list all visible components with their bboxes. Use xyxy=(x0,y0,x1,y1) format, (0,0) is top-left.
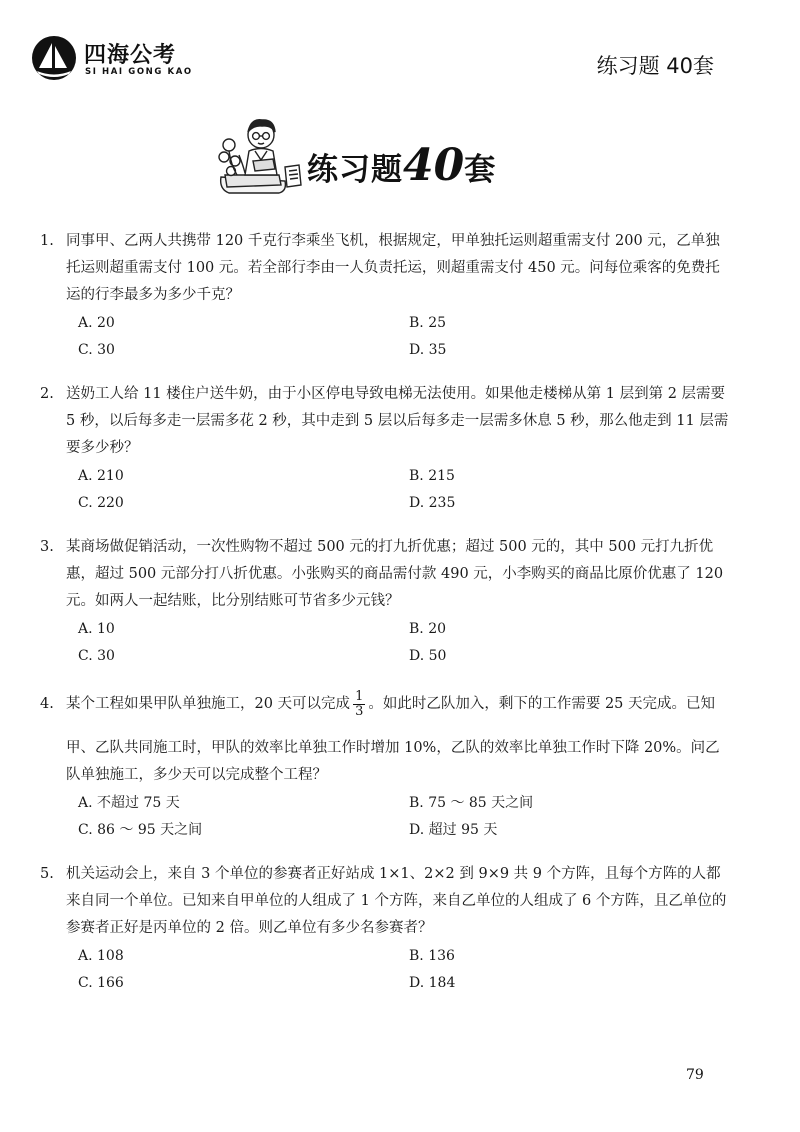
question-5 xyxy=(40,861,730,997)
option-a: A. 20 xyxy=(78,315,115,331)
sailboat-logo-icon xyxy=(30,34,78,82)
option-b: B. 75 ～ 85 天之间 xyxy=(409,795,534,811)
question-text: 送奶工人给 11 楼住户送牛奶，由于小区停电导致电梯无法使用。如果他走楼梯从第 1 层到第 2 层需要 5 秒，以后每多走一层需多花 2 秒，其中走到 5 层以后每多走一层需多休息 5 秒，那么他走到 11 层需要多少秒？ xyxy=(66,386,729,456)
question-number: 3. xyxy=(40,539,54,555)
question-text-continued: 。如此时乙队加入，剩下的工作需要 25 天完成。已知 xyxy=(368,696,716,712)
option-b: B. 136 xyxy=(409,948,455,964)
option-b: B. 25 xyxy=(409,315,447,331)
brand-logo xyxy=(30,34,210,84)
question-text-second-part: 甲、乙队共同施工时，甲队的效率比单独工作时增加 10%，乙队的效率比单独工作时下降 20%。问乙队单独施工，多少天可以完成整个工程？ xyxy=(66,740,720,783)
title-number: 40 xyxy=(403,140,465,191)
option-d: D. 235 xyxy=(409,495,456,511)
question-text: 机关运动会上，来自 3 个单位的参赛者正好站成 1×1、2×2 到 9×9 共 9 个方阵，且每个方阵的人都来自同一个单位。已知来自甲单位的人组成了 1 个方阵，来自乙单位的人组成了 6 个方阵，且乙单位的参赛者正好是丙单位的 2 倍。则乙单位有多少名参赛者？ xyxy=(66,866,727,936)
section-title: 练习题 40套 xyxy=(596,54,714,78)
question-number: 5. xyxy=(40,866,54,882)
option-c: C. 30 xyxy=(78,648,115,664)
page-title xyxy=(307,140,496,191)
question-1 xyxy=(40,228,730,364)
brand-name-latin: SI HAI GONG KAO xyxy=(85,67,193,77)
fraction-numerator: 1 xyxy=(355,688,364,704)
question-text: 某商场做促销活动，一次性购物不超过 500 元的打九折优惠；超过 500 元的，其中 500 元打九折优惠，超过 500 元部分打八折优惠。小张购买的商品需付款 490 元，小李购买的商品比原价优惠了 120 元。如两人一起结账，比分别结账可节省多少元钱？ xyxy=(66,539,724,609)
answer-options xyxy=(40,943,730,997)
option-b: B. 20 xyxy=(409,621,447,637)
option-b: B. 215 xyxy=(409,468,455,484)
option-d: D. 超过 95 天 xyxy=(409,822,498,838)
question-4 xyxy=(40,687,730,844)
question-list xyxy=(40,228,730,1014)
option-a: A. 不超过 75 天 xyxy=(78,795,180,811)
option-c: C. 166 xyxy=(78,975,124,991)
fraction-one-third xyxy=(353,690,365,719)
option-a: A. 108 xyxy=(78,948,124,964)
option-d: D. 184 xyxy=(409,975,456,991)
question-number: 2. xyxy=(40,386,54,402)
reading-scholar-illustration xyxy=(215,115,305,200)
option-c: C. 86 ～ 95 天之间 xyxy=(78,822,203,838)
option-a: A. 210 xyxy=(78,468,124,484)
question-number: 4. xyxy=(40,696,54,712)
answer-options xyxy=(40,790,730,844)
option-c: C. 30 xyxy=(78,342,115,358)
page-number: 79 xyxy=(686,1067,704,1083)
answer-options xyxy=(40,463,730,517)
fraction-denominator: 3 xyxy=(355,703,364,719)
page-header xyxy=(0,0,800,100)
option-c: C. 220 xyxy=(78,495,124,511)
title-prefix: 练习题 xyxy=(307,152,403,188)
question-text: 某个工程如果甲队单独施工，20 天可以完成 xyxy=(66,696,351,712)
option-d: D. 50 xyxy=(409,648,447,664)
option-d: D. 35 xyxy=(409,342,447,358)
brand-name: 四海公考 xyxy=(84,43,177,68)
option-a: A. 10 xyxy=(78,621,115,637)
question-text: 同事甲、乙两人共携带 120 千克行李乘坐飞机，根据规定，甲单独托运则超重需支付 200 元，乙单独托运则超重需支付 100 元。若全部行李由一人负责托运，则超重需支付 450 元。问每位乘客的免费托运的行李最多为多少千克？ xyxy=(66,233,720,303)
question-3 xyxy=(40,534,730,670)
question-2 xyxy=(40,381,730,517)
answer-options xyxy=(40,616,730,670)
answer-options xyxy=(40,310,730,364)
question-number: 1. xyxy=(40,233,54,249)
title-banner xyxy=(215,115,535,200)
title-suffix: 套 xyxy=(464,152,497,188)
